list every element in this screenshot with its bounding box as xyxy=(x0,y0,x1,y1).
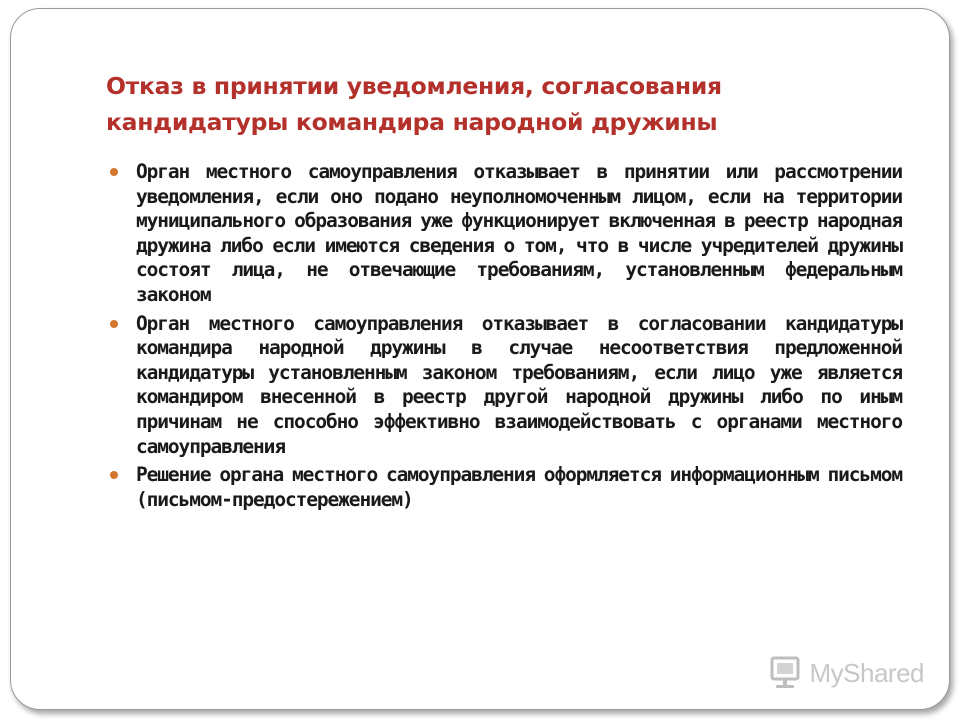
bullet-item xyxy=(108,160,902,308)
bullet-dot-icon xyxy=(110,168,118,176)
bullet-text: Решение органа местного самоуправления оформляется информационным письмом (письмом-предостережением) xyxy=(136,463,902,511)
presentation-screen-icon xyxy=(768,655,802,691)
slide-title: Отказ в принятии уведомления, согласования кандидатуры командира народной дружины xyxy=(106,72,722,136)
bullet-list xyxy=(108,160,902,516)
watermark-logo xyxy=(768,655,925,691)
bullet-text: Орган местного самоуправления отказывает в согласовании кандидатуры командира народной дружины в случае несоответствия предложенной кандидатуры установленным законом требованиям, если лицо уже является командиром внесенной в реестр другой народной дружины либо по иным причинам не способно эффективно взаимодействовать с органами местного самоуправления xyxy=(136,311,902,458)
bullet-dot-icon xyxy=(110,320,118,328)
bullet-text: Орган местного самоуправления отказывает в принятии или рассмотрении уведомления, если оно подано неуполномоченным лицом, если на территории муниципального образования уже функционирует включенная в реестр народная дружина либо если имеются сведения о том, что в числе учредителей дружины состоят лица, не отвечающие требованиям, установленным федеральным законом xyxy=(136,160,902,306)
watermark-text: MyShared xyxy=(809,657,924,688)
bullet-item xyxy=(108,312,902,460)
bullet-item xyxy=(108,463,902,512)
bullet-dot-icon xyxy=(110,471,118,479)
